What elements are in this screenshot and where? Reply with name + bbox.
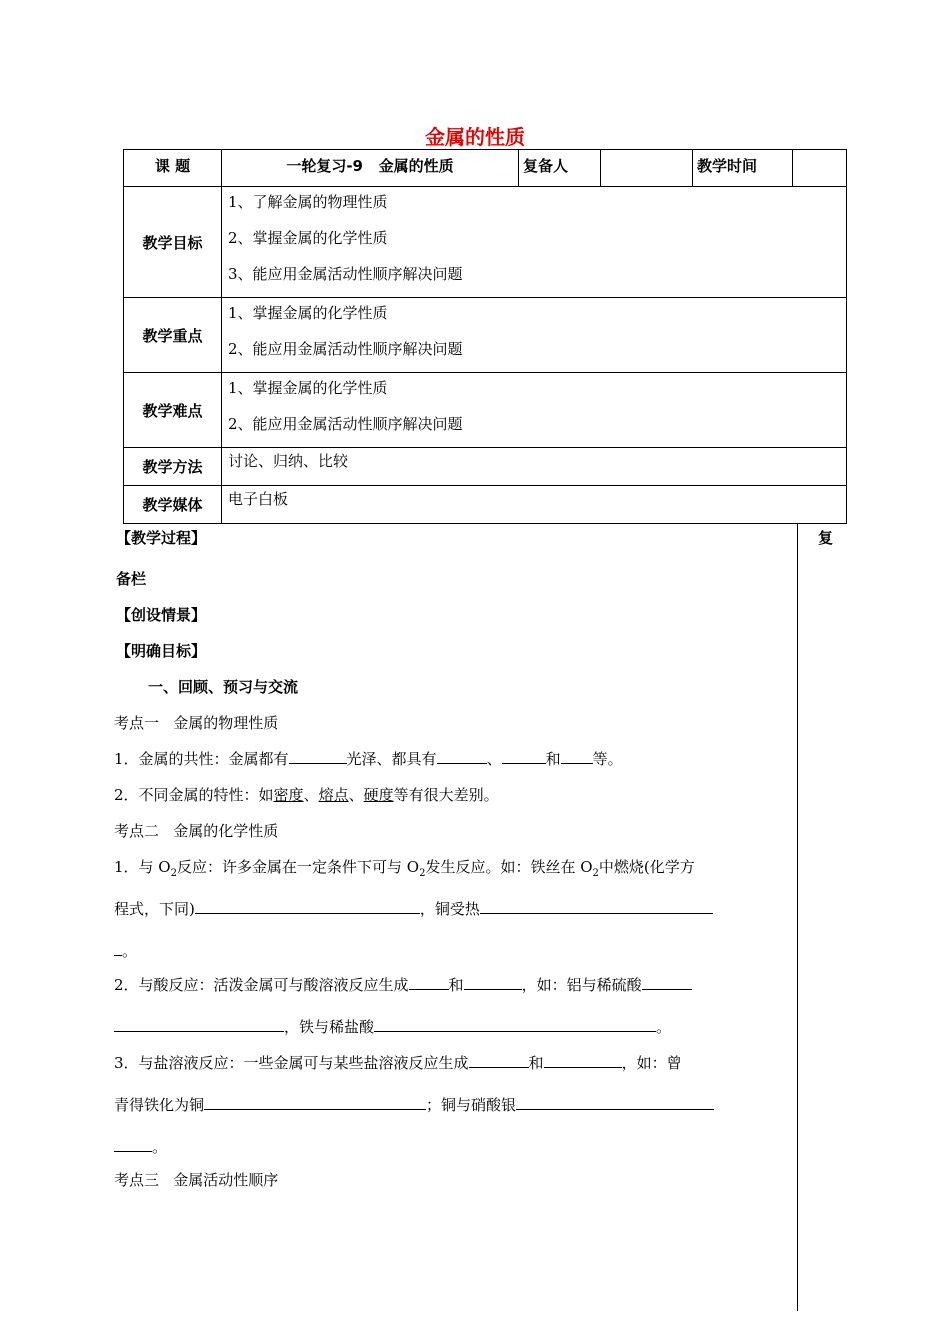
margin-column-label: 备栏: [116, 570, 147, 588]
teaching-time-value: [793, 150, 847, 187]
difficulty-item: 2、能应用金属活动性顺序解决问题: [228, 415, 463, 433]
question-text: ，铜受热: [419, 900, 480, 918]
method-value: 讨论、归纳、比较: [222, 448, 847, 486]
question-text: 中燃烧(化学方: [598, 858, 695, 876]
question-text: ；铜与硝酸银: [426, 1096, 517, 1114]
answer-blank[interactable]: [464, 974, 522, 990]
question-text: ，如：铝与稀硫酸: [521, 976, 642, 994]
media-label: 教学媒体: [124, 486, 222, 524]
answer-blank[interactable]: [469, 1052, 529, 1068]
question-text: 等。: [592, 750, 623, 768]
answer-blank[interactable]: [480, 898, 713, 914]
goal-item: 2、掌握金属的化学性质: [228, 229, 388, 247]
question-text: 1．金属的共性：金属都有: [114, 750, 289, 768]
question-line: [114, 748, 623, 769]
answer-blank[interactable]: [561, 748, 593, 764]
answer-blank[interactable]: [114, 1016, 284, 1032]
keypoint-item: 1、掌握金属的化学性质: [228, 304, 388, 322]
answer-blank[interactable]: [409, 974, 449, 990]
question-text: 、: [486, 750, 502, 768]
margin-divider: [797, 523, 798, 1311]
topic-label: 课 题: [124, 150, 222, 187]
kaodian-2: 考点二 金属的化学性质: [114, 822, 279, 840]
question-text: 2．不同金属的特性：如: [114, 786, 274, 804]
topic-value: 一轮复习-9 金属的性质: [222, 150, 519, 187]
goals-label: 教学目标: [124, 187, 222, 298]
goals-heading: 【明确目标】: [116, 642, 207, 660]
question-text: ，铁与稀盐酸: [284, 1018, 375, 1036]
question-text: 青得铁化为铜: [114, 1096, 205, 1114]
question-line: [114, 1016, 671, 1037]
teaching-time-label: 教学时间: [693, 150, 793, 187]
answer-blank[interactable]: [114, 940, 122, 956]
margin-label: 复: [818, 529, 834, 547]
question-line: [114, 1136, 167, 1157]
question-text: 2．与酸反应：活泼金属可与酸溶液反应生成: [114, 976, 409, 994]
media-value: 电子白板: [222, 486, 847, 524]
question-text: 、: [303, 786, 319, 804]
question-text: 。: [656, 1018, 672, 1036]
term-melting-point: 熔点: [318, 786, 349, 804]
question-text: 等有很大差别。: [393, 786, 499, 804]
question-text: 、: [348, 786, 364, 804]
question-text: 。: [152, 1138, 168, 1156]
media-row: [124, 486, 847, 524]
term-hardness: 硬度: [363, 786, 394, 804]
keypoints-row: [124, 298, 847, 373]
section-heading: 一、回顾、预习与交流: [148, 678, 299, 696]
question-line: [114, 940, 137, 961]
lesson-info-table: [123, 149, 847, 524]
difficulties-label: 教学难点: [124, 373, 222, 448]
question-text: 。: [122, 942, 138, 960]
page-title: 金属的性质: [425, 125, 525, 149]
teaching-process-heading: 【教学过程】: [116, 529, 207, 547]
answer-blank[interactable]: [437, 748, 487, 764]
goals-row: [124, 187, 847, 298]
answer-blank[interactable]: [195, 898, 420, 914]
question-line: [114, 898, 713, 919]
kaodian-1: 考点一 金属的物理性质: [114, 714, 279, 732]
answer-blank[interactable]: [114, 1136, 152, 1152]
keypoints-label: 教学重点: [124, 298, 222, 373]
question-line: [114, 1094, 714, 1115]
question-text: 1．与 O: [114, 858, 171, 876]
answer-blank[interactable]: [502, 748, 546, 764]
question-text: 发生反应。如：铁丝在 O: [425, 858, 593, 876]
answer-blank[interactable]: [289, 748, 347, 764]
reviewer-label: 复备人: [519, 150, 601, 187]
difficulty-item: 1、掌握金属的化学性质: [228, 379, 388, 397]
goal-item: 1、了解金属的物理性质: [228, 193, 388, 211]
subscript: 2: [419, 868, 426, 879]
keypoint-item: 2、能应用金属活动性顺序解决问题: [228, 340, 463, 358]
scenario-heading: 【创设情景】: [116, 606, 207, 624]
goals-list: [222, 187, 847, 298]
topic-row: [124, 150, 847, 187]
question-text: 程式，下同): [114, 900, 195, 918]
subscript: 2: [170, 868, 177, 879]
reviewer-value: [601, 150, 693, 187]
answer-blank[interactable]: [544, 1052, 622, 1068]
kaodian-3: 考点三 金属活动性顺序: [114, 1171, 279, 1189]
difficulties-row: [124, 373, 847, 448]
method-label: 教学方法: [124, 448, 222, 486]
question-text: ，如：曾: [621, 1054, 682, 1072]
method-row: [124, 448, 847, 486]
difficulties-list: [222, 373, 847, 448]
answer-blank[interactable]: [374, 1016, 656, 1032]
subscript: 2: [592, 868, 599, 879]
keypoints-list: [222, 298, 847, 373]
question-line: [114, 784, 499, 805]
question-text: 3．与盐溶液反应：一些金属可与某些盐溶液反应生成: [114, 1054, 469, 1072]
answer-blank[interactable]: [516, 1094, 714, 1110]
question-text: 反应：许多金属在一定条件下可与 O: [176, 858, 420, 876]
question-text: 和: [528, 1054, 544, 1072]
question-line: [114, 856, 695, 879]
answer-blank[interactable]: [642, 974, 692, 990]
goal-item: 3、能应用金属活动性顺序解决问题: [228, 265, 463, 283]
question-line: [114, 1052, 682, 1073]
question-text: 和: [545, 750, 561, 768]
term-density: 密度: [273, 786, 304, 804]
question-line: [114, 974, 692, 995]
question-text: 和: [448, 976, 464, 994]
answer-blank[interactable]: [204, 1094, 426, 1110]
question-text: 光泽、都具有: [346, 750, 437, 768]
